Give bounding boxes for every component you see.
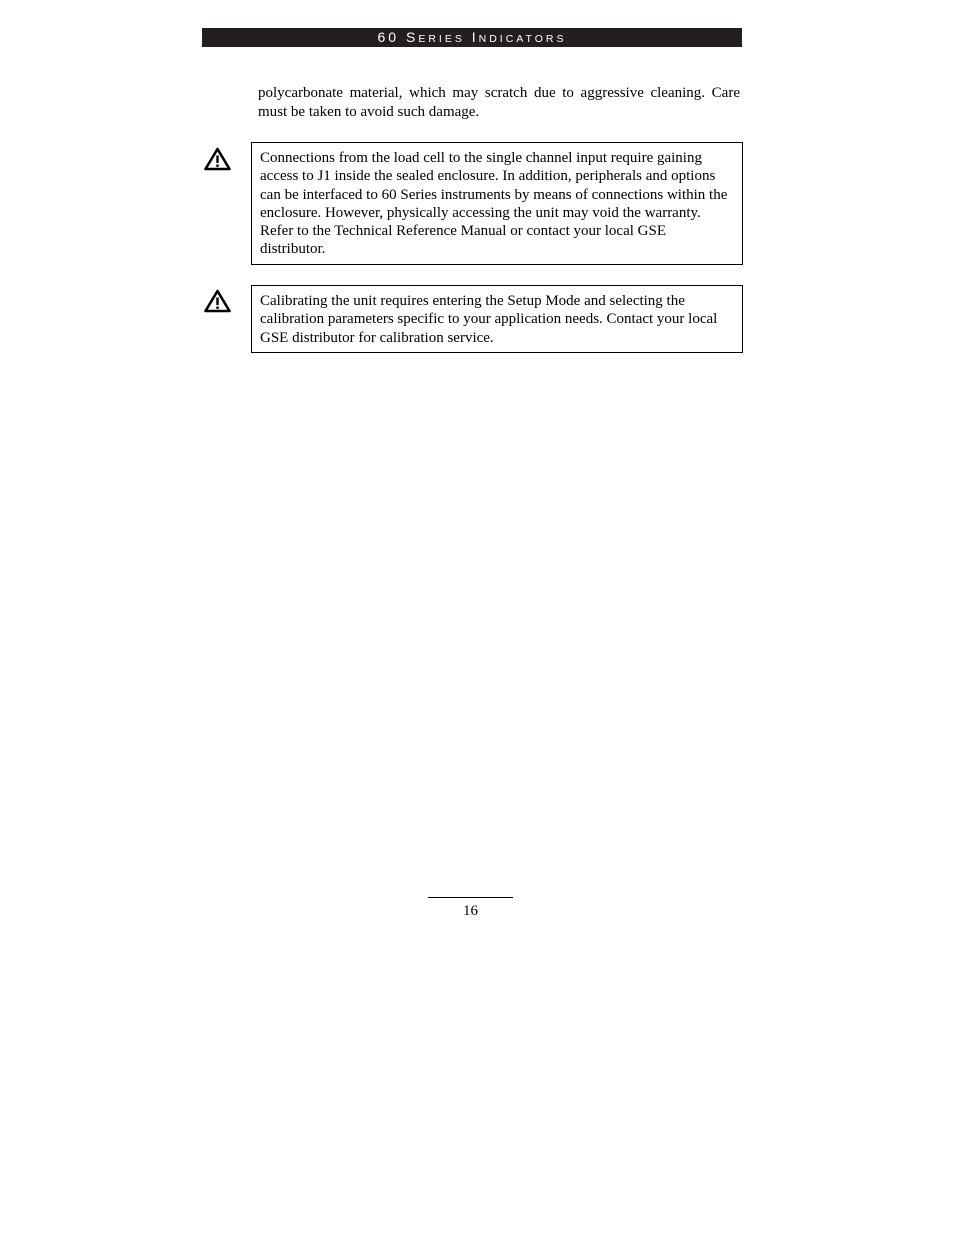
- header-title-mid: I: [464, 29, 479, 45]
- caution-note-text: Connections from the load cell to the single channel input require gaining access to J1 inside the sealed enclosure. In addition, peripherals and options can be interfaced to 60 Series instruments by means of connections within the enclosure. However, physically accessing the unit may void the warranty. Refer to the Technical Reference Manual or contact your local GSE distributor.: [260, 150, 728, 258]
- page-number: 16: [463, 903, 478, 919]
- caution-note-connections: [251, 142, 743, 265]
- header-title-small-2: NDICATORS: [478, 33, 567, 45]
- running-header: [202, 28, 742, 47]
- continuation-paragraph: polycarbonate material, which may scratch due to aggressive cleaning. Care must be taken to avoid such damage.: [258, 85, 740, 120]
- header-title-prefix: 60 S: [377, 29, 419, 45]
- caution-triangle-icon: [204, 289, 231, 313]
- caution-triangle-icon: [204, 147, 231, 171]
- caution-note-text: Calibrating the unit requires entering the Setup Mode and selecting the calibration parameters specific to your application needs. Contact your local GSE distributor for calibration service.: [260, 293, 718, 346]
- footer-rule: [428, 897, 513, 898]
- caution-note-calibration: [251, 285, 743, 353]
- header-title-small-1: ERIES: [418, 33, 465, 45]
